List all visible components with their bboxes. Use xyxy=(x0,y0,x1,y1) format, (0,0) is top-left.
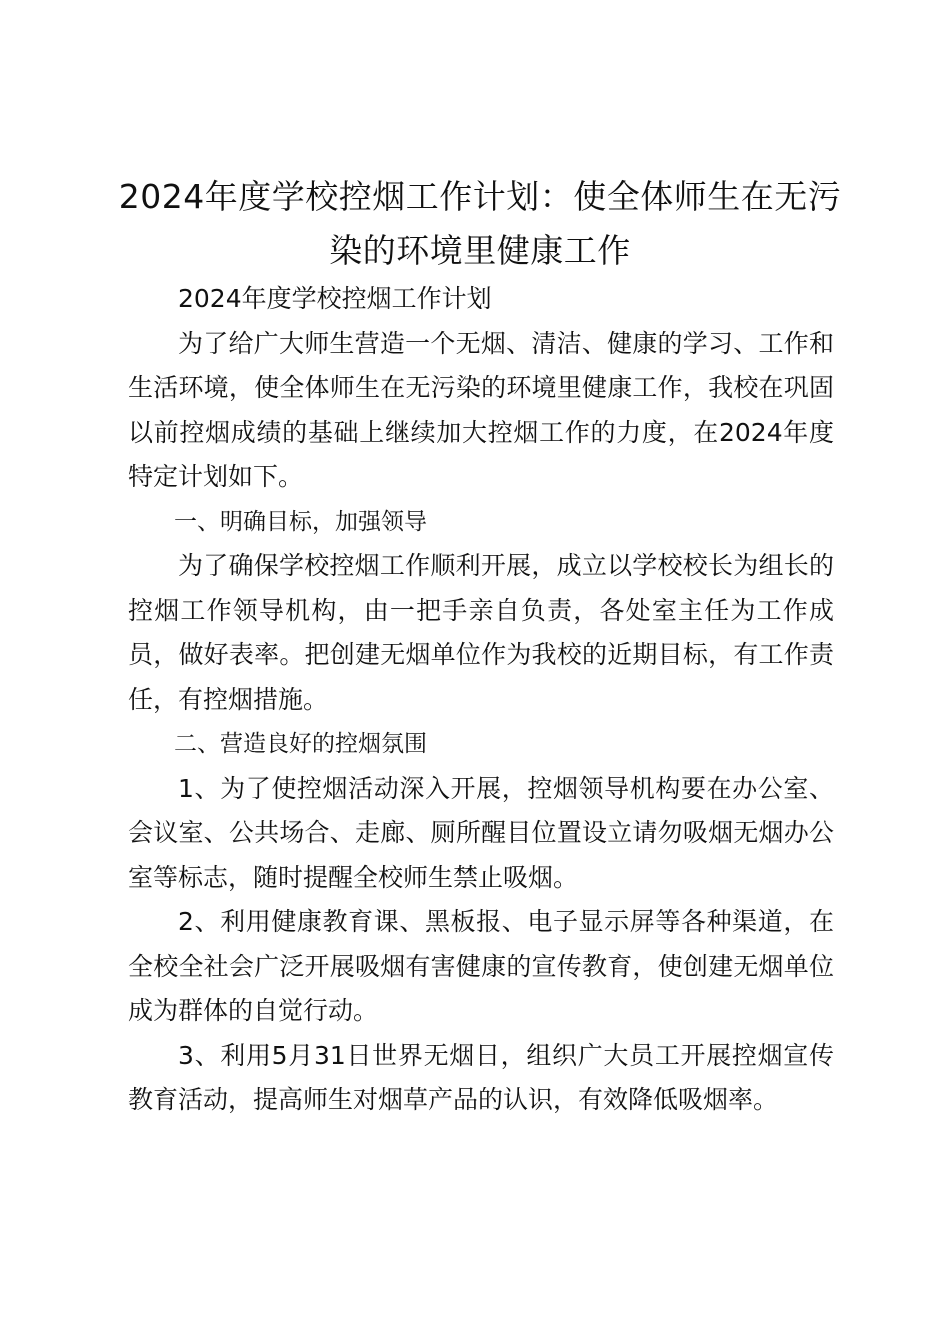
subtitle-paragraph: 2024年度学校控烟工作计划 xyxy=(178,284,492,313)
item-3-paragraph: 3、利用5月31日世界无烟日，组织广大员工开展控烟宣传教育活动，提高师生对烟草产品的认识，有效降低吸烟率。 xyxy=(128,1040,834,1114)
section-heading-2: 二、营造良好的控烟氛围 xyxy=(174,731,427,757)
section-heading-1: 一、明确目标，加强领导 xyxy=(174,508,427,535)
item-1-paragraph: 1、为了使控烟活动深入开展，控烟领导机构要在办公室、会议室、公共场合、走廊、厕所醒目位置设立请勿吸烟无烟办公室等标志，随时提醒全校师生禁止吸烟。 xyxy=(128,773,834,892)
item-2-paragraph: 2、利用健康教育课、黑板报、电子显示屏等各种渠道，在全校全社会广泛开展吸烟有害健康的宣传教育，使创建无烟单位成为群体的自觉行动。 xyxy=(128,907,834,1025)
document-title: 2024年度学校控烟工作计划：使全体师生在无污染的环境里健康工作 xyxy=(118,177,842,270)
document-body xyxy=(128,277,834,1123)
intro-paragraph: 为了给广大师生营造一个无烟、清洁、健康的学习、工作和生活环境，使全体师生在无污染的环境里健康工作，我校在巩固以前控烟成绩的基础上继续加大控烟工作的力度，在2024年度特定计划如下。 xyxy=(128,328,834,491)
section-1-paragraph: 为了确保学校控烟工作顺利开展，成立以学校校长为组长的控烟工作领导机构，由一把手亲自负责，各处室主任为工作成员，做好表率。把创建无烟单位作为我校的近期目标，有工作责任，有控烟措施。 xyxy=(128,551,834,714)
